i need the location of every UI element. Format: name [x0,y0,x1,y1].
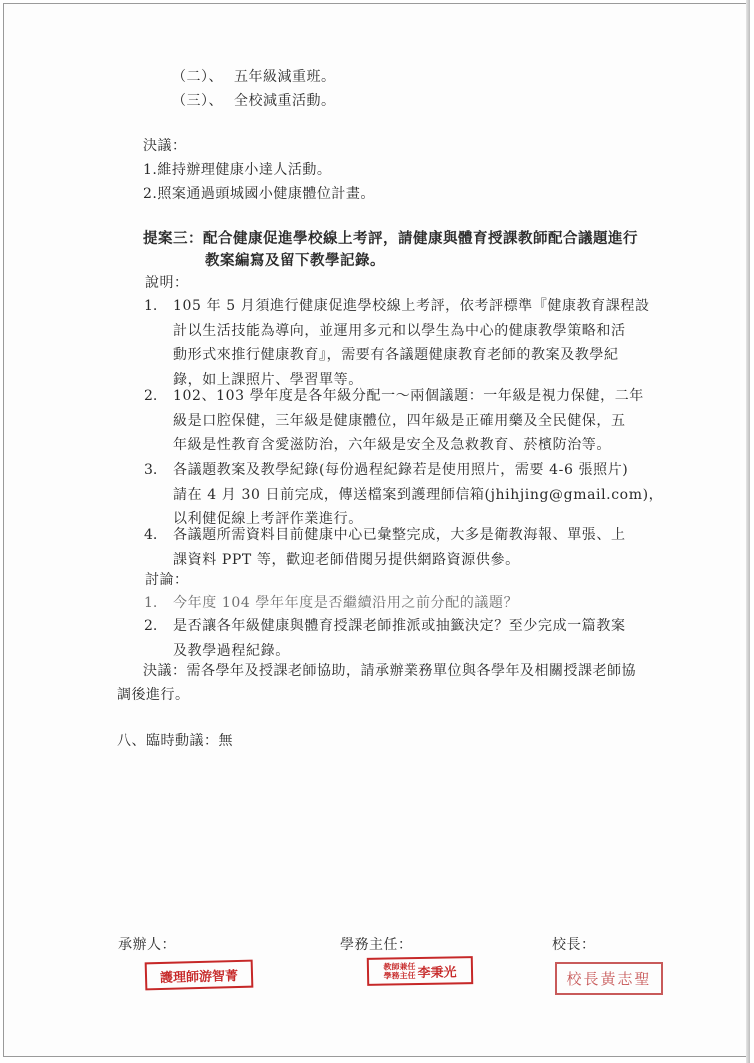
paragraph-line: 課資料 PPT 等，歡迎老師借閱另提供網路資源供參。 [173,551,520,568]
discussion-num: 2. [144,618,158,634]
stamp-text: 校長黃志聖 [566,970,652,988]
stamp-text: 護理師游智菁 [159,968,239,986]
resolution-three-line: 調後進行。 [117,687,190,703]
paragraph-line: 錄，如上課照片、學習單等。 [173,371,363,388]
proposal-title-cont: 教案編寫及留下教學記錄。 [205,252,385,269]
discussion-label: 討論： [145,572,189,588]
proposal-title: 提案三：配合健康促進學校線上考評，請健康與體育授課教師配合議題進行 [143,230,638,247]
explanation-num: 2. [144,388,158,404]
paragraph-line: 及教學過程紀錄。 [173,642,290,659]
explanation-label: 說明： [145,275,189,291]
discussion-item-1 [173,591,518,616]
affairs-director-stamp [367,956,473,986]
item-eight: 八、臨時動議：無 [117,733,233,749]
paragraph-line: 以利健促線上考評作業進行。 [173,511,363,527]
paragraph-line: 動形式來推行健康教育』，需要有各議題健康教育老師的教案及教學紀 [173,347,619,363]
item-three-text: 全校減重活動。 [234,93,336,109]
paragraph-line: 105 年 5 月須進行健康促進學校線上考評，依考評標準『健康教育課程設 [173,298,650,314]
stamp-title-line: 學務主任 [383,970,416,981]
resolution-three-line: 決議：需各學年及授課老師協助，請承辦業務單位與各學年及相關授課老師協 [143,663,636,679]
handler-label: 承辦人： [118,937,176,953]
item-three-marker: （三）、 [172,93,223,109]
explanation-paragraph-4 [173,523,626,572]
explanation-paragraph-2 [173,384,644,458]
paragraph-line: 今年度 104 學年年度是否繼續沿用之前分配的議題？ [173,595,519,611]
affairs-director-label: 學務主任： [340,937,413,953]
explanation-paragraph-1 [173,294,650,392]
resolution-line: 2.照案通過頭城國小健康體位計畫。 [143,186,375,202]
explanation-paragraph-3 [173,458,663,532]
stamp-title-line: 教師兼任 [383,961,416,972]
item-two-text: 五年級減重班。 [234,69,336,85]
handler-stamp [145,960,254,991]
explanation-num: 3. [144,462,158,478]
paragraph-line: 各議題所需資料目前健康中心已彙整完成，大多是衛教海報、單張、上 [173,527,626,543]
explanation-num: 1. [144,298,158,314]
paragraph-line: 級是口腔保健，三年級是健康體位，四年級是正確用藥及全民健保，五 [173,412,626,429]
item-two-marker: （二）、 [172,69,223,85]
paragraph-line: 請在 4 月 30 日前完成，傳送檔案到護理師信箱(jhihjing@gmail.com)， [173,486,664,503]
resolution-label: 決議： [143,138,187,154]
discussion-item-2 [173,614,626,663]
paragraph-line: 年級是性教育含愛滋防治，六年級是安全及急救教育、菸檳防治等。 [173,437,611,453]
resolution-line: 1.維持辦理健康小達人活動。 [143,162,332,178]
stamp-name: 李秉光 [417,964,457,981]
paragraph-line: 是否讓各年級健康與體育授課老師推派或抽籤決定？至少完成一篇教案 [173,618,626,634]
principal-label: 校長： [552,937,596,953]
paper-edge [746,0,750,1063]
paragraph-line: 102、103 學年度是各年級分配一～兩個議題：一年級是視力保健，二年 [173,388,644,404]
stamp-title [383,962,415,981]
principal-stamp [555,962,663,995]
paragraph-line: 計以生活技能為導向，並運用多元和以學生為中心的健康教學策略和活 [173,322,626,339]
explanation-num: 4. [144,527,158,543]
paragraph-line: 各議題教案及教學紀錄(每份過程紀錄若是使用照片，需要 4-6 張照片) [173,462,629,478]
discussion-num: 1. [144,595,158,611]
